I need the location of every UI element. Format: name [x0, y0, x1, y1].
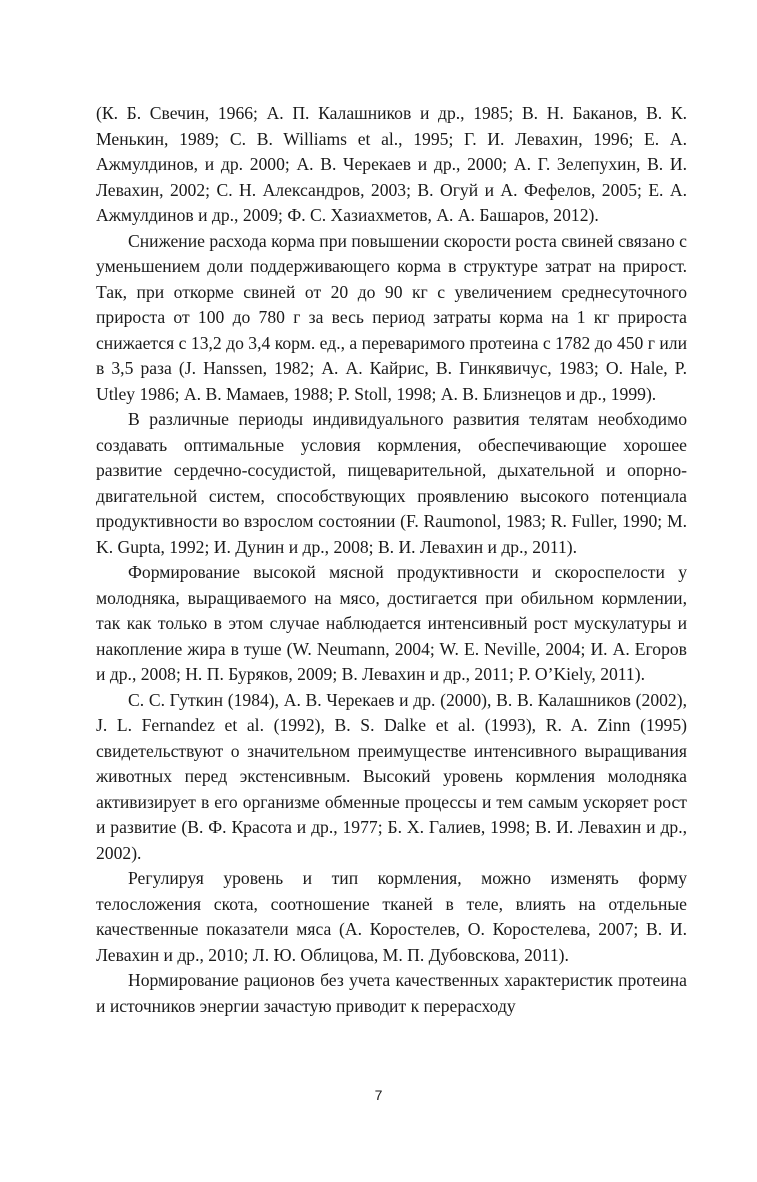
body-text — [96, 101, 687, 1019]
paragraph-meat-productivity: Формирование высокой мясной продуктивности и скороспелости у молодняка, выращиваемого на мясо, достигается при обильном кормлении, так как только в этом случае наблюдается интенсивный рост мускулатуры и накопление жира в туше (W. Neumann, 2004; W. E. Neville, 2004; И. А. Егоров и др., 2008; Н. П. Буряков, 2009; В. Левахин и др., 2011; P. O’Kiely, 2011). — [96, 562, 687, 684]
paragraph-ration-norms: Нормирование рационов без учета качественных характеристик протеина и источников энергии зачастую приводит к перерасходу — [96, 970, 687, 1016]
page-number: 7 — [374, 1087, 383, 1103]
paragraph-calves-feeding: В различные периоды индивидуального развития телятам необходимо создавать оптимальные условия кормления, обеспечивающие хорошее развитие сердечно-сосудистой, пищеварительной, дыхательной и опорно-двигательной систем, способствующих проявлению высокого потенциала продуктивности во взрослом состоянии (F. Raumonol, 1983; R. Fuller, 1990; M. K. Gupta, 1992; И. Дунин и др., 2008; В. И. Левахин и др., 2011). — [96, 409, 687, 557]
paragraph-pig-feed: Снижение расхода корма при повышении скорости роста свиней связано с уменьшением доли поддерживающего корма в структуре затрат на прирост. Так, при откорме свиней от 20 до 90 кг с увеличением среднесуточного прироста от 100 до 780 г за весь период затраты корма на 1 кг прироста снижается с 13,2 до 3,4 корм. ед., а переваримого протеина с 1782 до 450 г или в 3,5 раза (J. Hanssen, 1982; А. А. Кайрис, В. Гинкявичус, 1983; O. Hale, P. Utley 1986; А. В. Мамаев, 1988; P. Stoll, 1998; А. В. Близнецов и др., 1999). — [96, 230, 687, 404]
paragraph-references-continued: (К. Б. Свечин, 1966; А. П. Калашников и др., 1985; В. Н. Баканов, В. К. Менькин, 1989; С. B. Williams et al., 1995; Г. И. Левахин, 1996; Е. А. Ажмулдинов, и др. 2000; А. В. Черекаев и др., 2000; А. Г. Зелепухин, В. И. Левахин, 2002; С. Н. Александров, 2003; В. Огуй и А. Фефелов, 2005; Е. А. Ажмулдинов и др., 2009; Ф. С. Хазиахметов, А. А. Башаров, 2012). — [96, 103, 687, 225]
paragraph-feeding-level: Регулируя уровень и тип кормления, можно изменять форму телосложения скота, соотношение тканей в теле, влиять на отдельные качественные показатели мяса (А. Коростелев, О. Коростелева, 2007; В. И. Левахин и др., 2010; Л. Ю. Облицова, М. П. Дубовскова, 2011). — [96, 868, 687, 965]
paragraph-intensive-rearing: С. С. Гуткин (1984), А. В. Черекаев и др. (2000), В. В. Калашников (2002), J. L. Fernandez et al. (1992), B. S. Dalke et al. (1993), R. A. Zinn (1995) свидетельствуют о значительном преимуществе интенсивного выращивания животных перед экстенсивным. Высокий уровень кормления молодняка активизирует в его организме обменные процессы и тем самым ускоряет рост и развитие (В. Ф. Красота и др., 1977; Б. Х. Галиев, 1998; В. И. Левахин и др., 2002). — [96, 689, 687, 863]
